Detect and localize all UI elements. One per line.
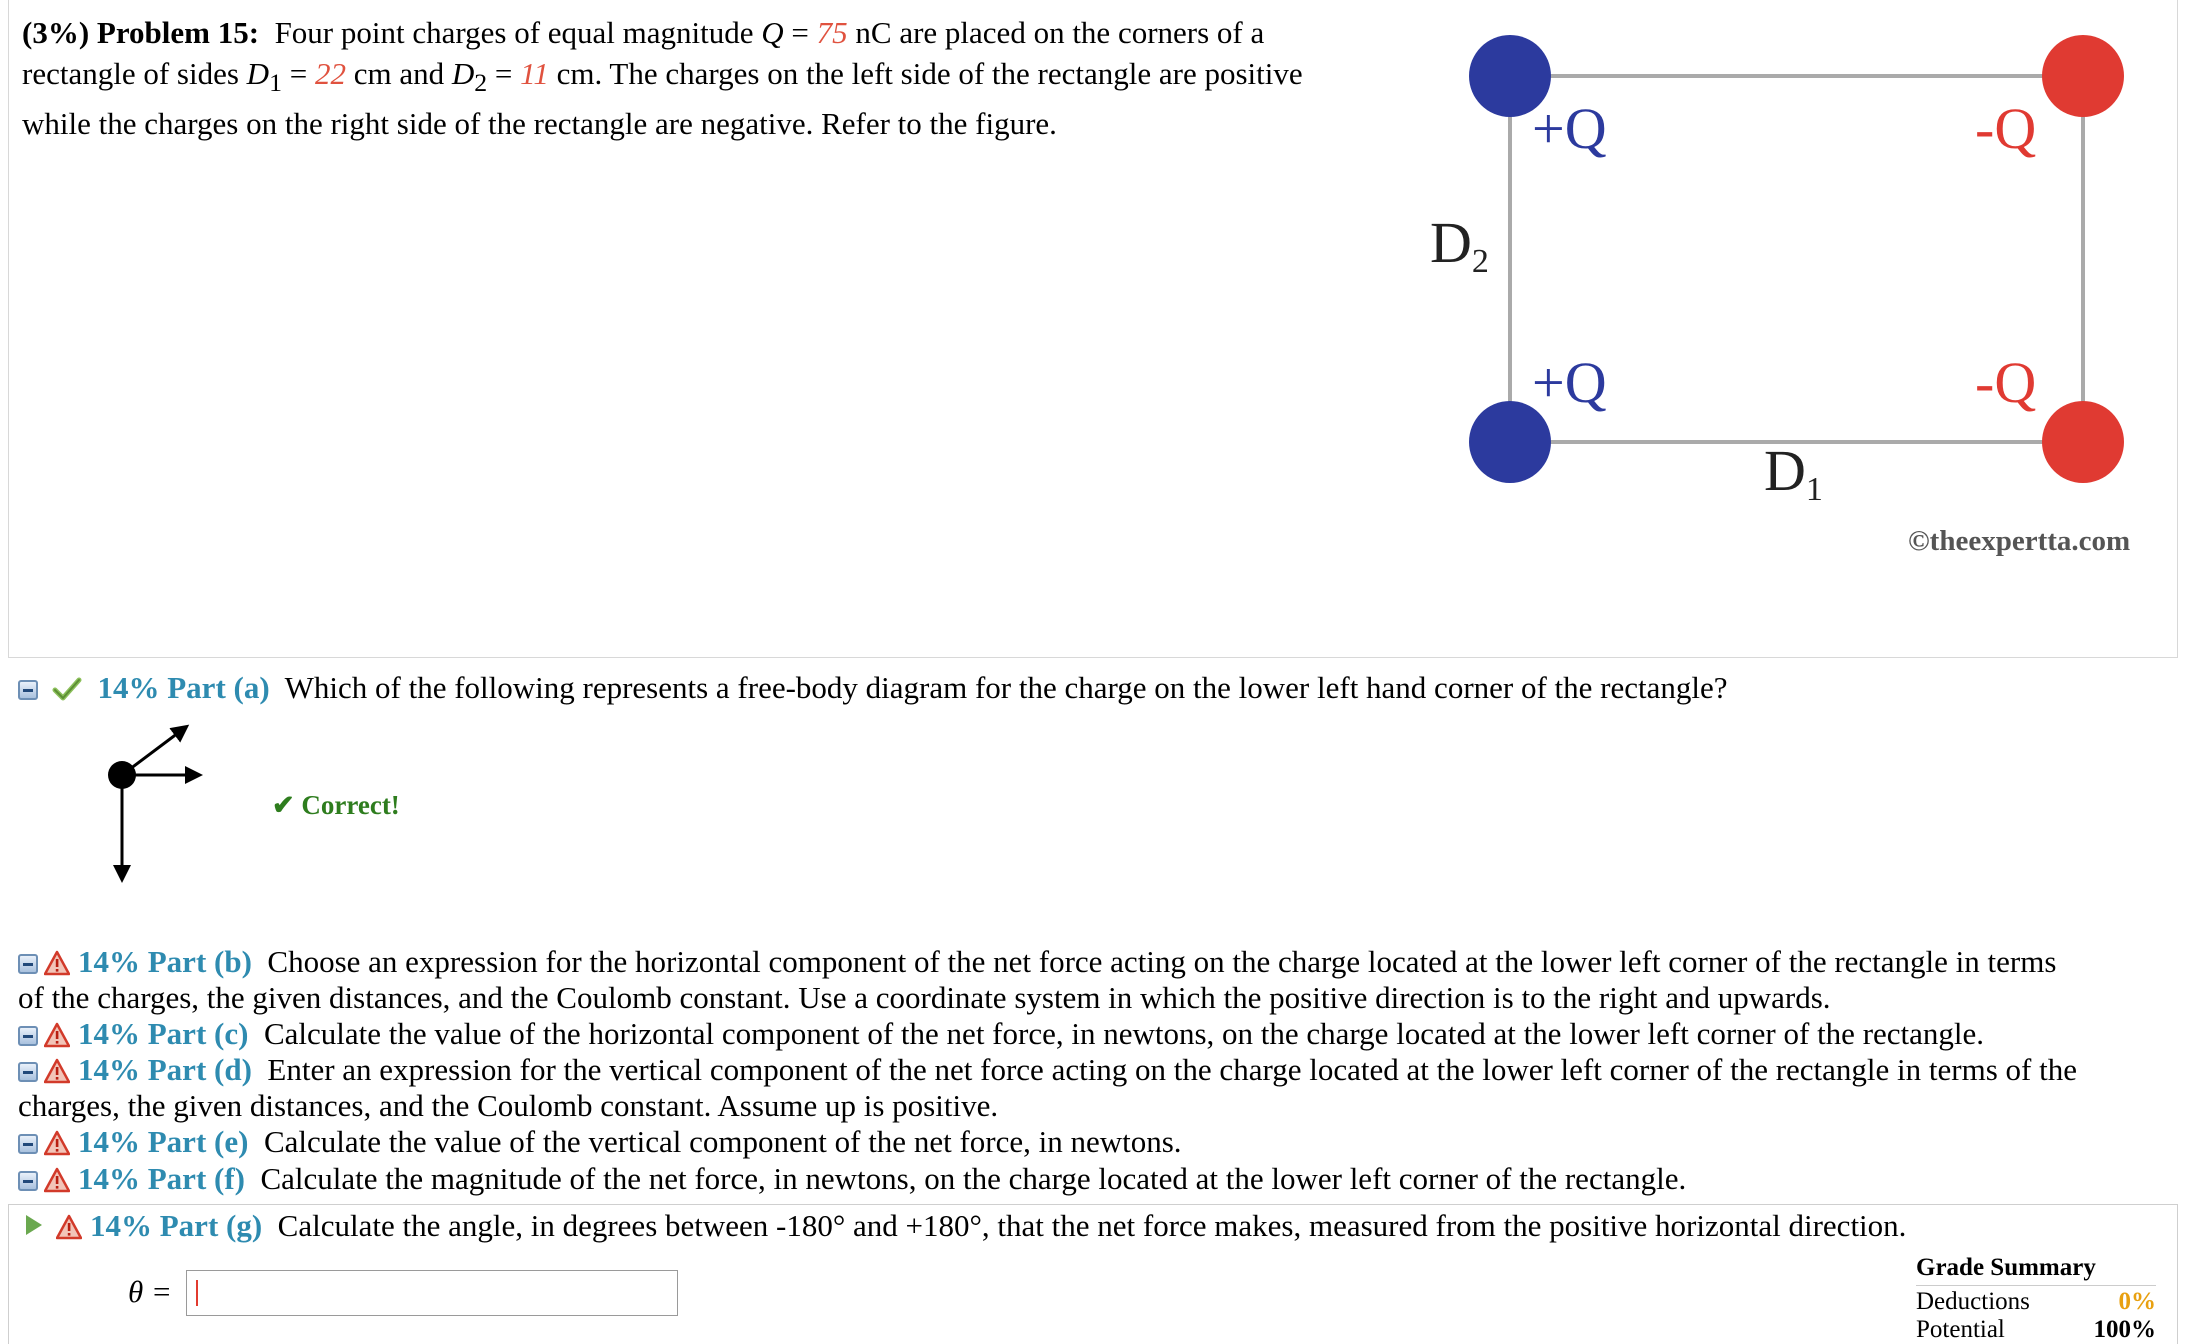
label-neg-bottom: -Q <box>1975 350 2037 415</box>
warning-icon <box>44 950 70 976</box>
copyright: ©theexpertta.com <box>1908 525 2131 557</box>
correct-feedback: ✔ Correct! <box>272 790 400 820</box>
label-d2: D2 <box>1430 210 1489 280</box>
answer-input[interactable] <box>186 1270 678 1316</box>
charge-top-right <box>2042 35 2124 117</box>
problem-statement: (3%) Problem 15: Four point charges of equal magnitude Q = 75 nC are placed on the corners of a rectangle of sides $D_1 = 22$ cm and $D_2 = 11$ cm. The charges on the left side of the rectangle are positive while the charges on the right side of the rectangle are negative. Refer to the figure. <box>22 15 1303 142</box>
potential-value: 100% <box>2093 1316 2156 1343</box>
grade-summary-title: Grade Summary <box>1916 1254 2156 1286</box>
part-g-header: 14% Part (g) Calculate the angle, in degrees between -180° and +180°, that the net force makes, measured from the positive horizontal direction. <box>22 1208 1906 1244</box>
grade-summary <box>1916 1254 2156 1344</box>
warning-icon <box>44 1058 70 1084</box>
charge-point <box>108 761 136 789</box>
free-body-diagram <box>90 720 220 890</box>
problem-weight: (3%) <box>22 15 90 50</box>
part-c-header: 14% Part (c) Calculate the value of the horizontal component of the net force, in newtons, on the charge located at the lower left corner of the rectangle. <box>18 1016 1984 1052</box>
part-d-text-cont: charges, the given distances, and the Coulomb constant. Assume up is positive. <box>18 1088 999 1123</box>
label-pos-bottom: +Q <box>1532 350 1607 415</box>
label-d1: D1 <box>1764 438 1823 508</box>
part-a-header <box>18 670 1728 706</box>
collapse-toggle-icon[interactable] <box>18 1062 38 1082</box>
label-pos-top: +Q <box>1532 96 1607 161</box>
part-b-label: 14% Part (b) <box>78 944 252 979</box>
part-e-header: 14% Part (e) Calculate the value of the vertical component of the net force, in newtons. <box>18 1124 1182 1160</box>
warning-icon <box>44 1130 70 1156</box>
part-g-label: 14% Part (g) <box>90 1208 263 1243</box>
part-e-label: 14% Part (e) <box>78 1124 249 1159</box>
part-a-text: Which of the following represents a free-body diagram for the charge on the lower left hand corner of the rectangle? <box>284 670 1728 705</box>
part-d-header: 14% Part (d) Enter an expression for the vertical component of the net force acting on the charge located at the lower left corner of the rectangle in terms of the <box>18 1052 2077 1088</box>
part-a-label: 14% Part (a) <box>97 670 270 705</box>
part-d-label: 14% Part (d) <box>78 1052 252 1087</box>
part-b-header: 14% Part (b) Choose an expression for the horizontal component of the net force acting on the charge located at the lower left corner of the rectangle in terms <box>18 944 2056 980</box>
part-b-text-cont: of the charges, the given distances, and the Coulomb constant. Use a coordinate system in which the positive direction is to the right and upwards. <box>18 980 1831 1015</box>
collapse-toggle-icon[interactable] <box>18 954 38 974</box>
collapse-toggle-icon[interactable] <box>18 680 38 700</box>
warning-icon <box>44 1022 70 1048</box>
rectangle-charges-figure <box>1400 20 2180 580</box>
deductions-label: Deductions <box>1916 1288 2030 1315</box>
charge-bottom-right <box>2042 401 2124 483</box>
part-c-label: 14% Part (c) <box>78 1016 249 1051</box>
charge-value: 75 <box>816 15 848 50</box>
label-neg-top: -Q <box>1975 96 2037 161</box>
theta-label: θ = <box>128 1274 172 1309</box>
potential-label: Potential <box>1916 1316 2005 1343</box>
play-icon[interactable] <box>26 1215 42 1235</box>
text-caret <box>196 1280 198 1306</box>
collapse-toggle-icon[interactable] <box>18 1171 38 1191</box>
part-f-label: 14% Part (f) <box>78 1161 245 1196</box>
problem-title: Problem 15: <box>96 15 260 50</box>
d1-value: 22 <box>314 56 346 91</box>
deductions-value: 0% <box>2118 1288 2156 1315</box>
part-f-header: 14% Part (f) Calculate the magnitude of the net force, in newtons, on the charge located at the lower left corner of the rectangle. <box>18 1161 1686 1197</box>
d2-value: 11 <box>520 56 549 91</box>
warning-icon <box>44 1167 70 1193</box>
collapse-toggle-icon[interactable] <box>18 1026 38 1046</box>
collapse-toggle-icon[interactable] <box>18 1134 38 1154</box>
check-icon <box>52 676 82 702</box>
warning-icon <box>56 1214 82 1240</box>
